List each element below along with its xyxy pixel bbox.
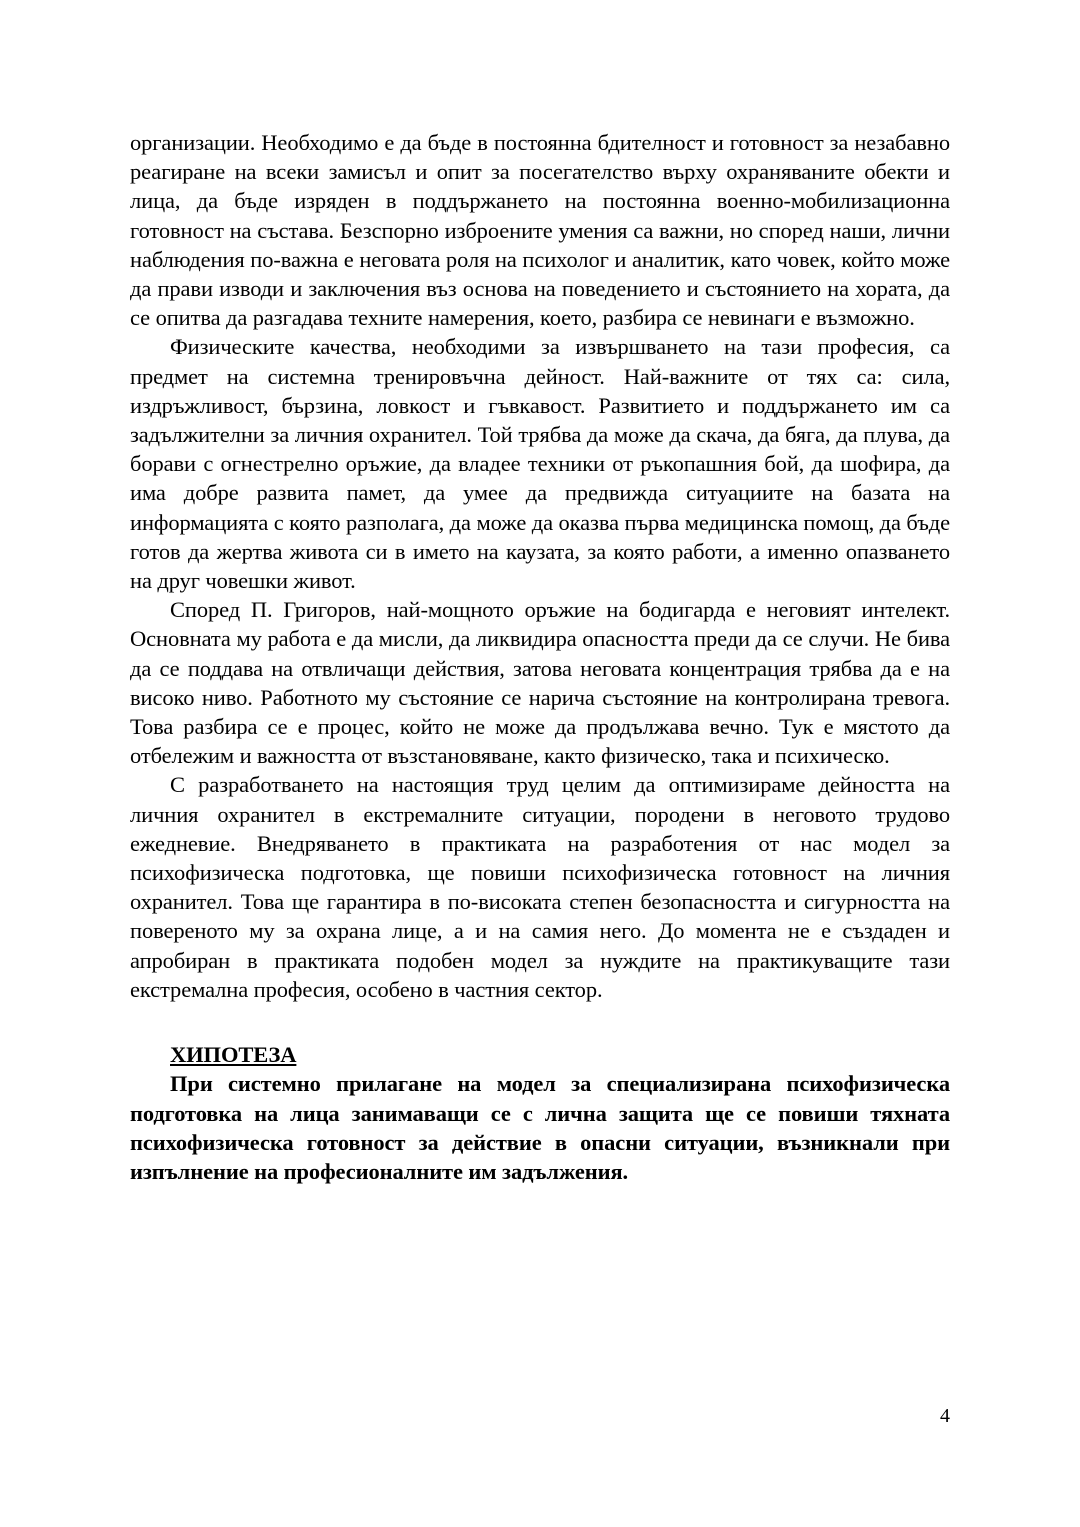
hypothesis-heading: ХИПОТЕЗА <box>170 1042 297 1068</box>
page-content <box>130 128 950 1186</box>
hypothesis-body: При системно прилагане на модел за специализирана психофизическа подготовка на лица занимаващи се с лична защита ще се повиши тяхната психофизическа готовност за действие в опасни ситуации, възникнали при изпълнение на професионалните им задължения. <box>130 1071 950 1184</box>
body-paragraph-physical-qualities: Физическите качества, необходими за извършването на тази професия, са предмет на системна тренировъчна дейност. Най-важните от тях са: сила, издръжливост, бързина, ловкост и гъвкавост. Развитието и поддържането им са задължителни за личния охранител. Той трябва да може да скача, да бяга, да плува, да борави с огнестрелно оръжие, да владее техники от ръкопашния бой, да шофира, да има добре развита памет, да умее да предвижда ситуациите на базата на информацията с която разполага, да може да оказва първа медицинска помощ, да бъде готов да жертва живота си в името на каузата, за която работи, а именно опазването на друг човешки живот. <box>130 334 950 594</box>
body-paragraph-continuation: организации. Необходимо е да бъде в постоянна бдителност и готовност за незабавно реагиране на всеки замисъл и опит за посегателство върху охраняваните обекти и лица, да бъде изряден в поддържането на постоянна военно-мобилизационна готовност на състава. Безспорно изброените умения са важни, но според наши, лични наблюдения по-важна е неговата роля на психолог и аналитик, като човек, който може да прави изводи и заключения въз основа на поведението и състоянието на хората, да се опитва да разгадава техните намерения, което, разбира се невинаги е възможно. <box>130 130 950 331</box>
body-paragraph-model-purpose: С разработването на настоящия труд целим да оптимизираме дейността на личния охранител в екстремалните ситуации, породени в неговото трудово ежедневие. Внедряването в практиката на разработения от нас модел за психофизическа подготовка, ще повиши психофизическа готовност на личния охранител. Това ще гарантира в по-високата степен безопасността и сигурността на повереното му за охрана лице, а и на самия него. До момента не е създаден и апробиран в практиката подобен модел за нуждите на практикуващите тази екстремална професия, особено в частния сектор. <box>130 772 950 1002</box>
page-number: 4 <box>940 1405 950 1427</box>
body-paragraph-intellect: Според П. Григоров, най-мощното оръжие на бодигарда е неговият интелект. Основната му работа е да мисли, да ликвидира опасността преди да се случи. Не бива да се поддава на отвличащи действия, затова неговата концентрация трябва да е на високо ниво. Работното му състояние се нарича състояние на контролирана тревога. Това разбира се е процес, който не може да продължава вечно. Тук е мястото да отбележим и важността от възстановяване, както физическо, така и психическо. <box>130 597 950 769</box>
